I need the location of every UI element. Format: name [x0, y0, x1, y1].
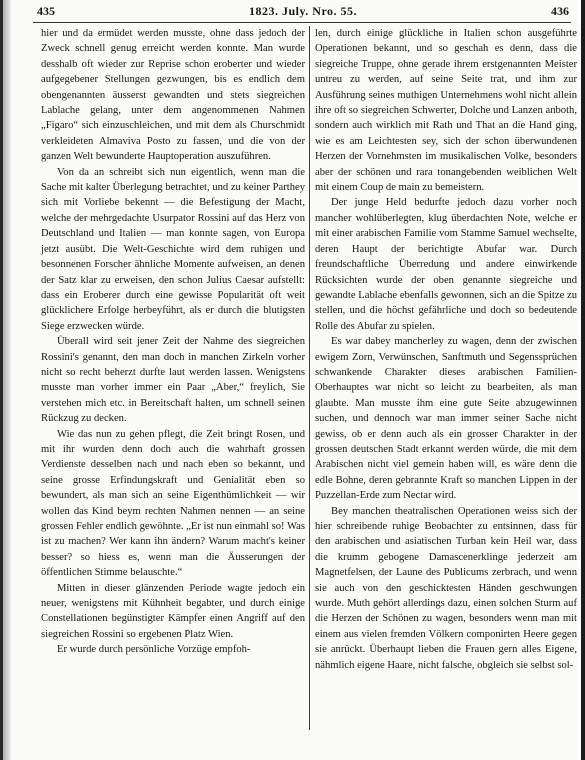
paragraph: hier und da ermüdet werden musste, ohne dass jedoch der Zweck schnell genug erreicht werden konnte. Man wurde desshalb oft wieder zur Reprise schon eroberter und wieder aufgegebener Stellungen gezwungen, bis es endlich dem obengenannten äusserst gewandten und stets siegreichen Lablache gelang, unter dem angenommenen Nahmen „Figaro“ sich einzuschleichen, und mit dem als Churschmidt verkleideten Almaviva Posto zu fassen, und die von der ganzen Welt bewunderte Hauptoperation auszuführen.	[41, 28, 305, 163]
paragraph: Der junge Held bedurfte jedoch dazu vorher noch mancher wohlüberlegten, klug überdachten Note, welche er mit einer arabischen Familie vom Stamme Samuel wechselte, deren Haupt der berichtigte Abufar war. Durch freundschaftliche Überredung und andere einwirkende Rücksichten wurde der oben genannte siegreiche und gewandte Lablache ebenfalls gewonnen, sich an die Spitze zu stellen, und die höchst gefährliche und doch so bedeutende Rolle des Abufar zu spielen.	[315, 197, 577, 332]
right-column	[315, 26, 577, 673]
page-header	[37, 4, 569, 22]
issue-title: 1823. July. Nro. 55.	[248, 4, 358, 18]
header-rule	[33, 22, 571, 23]
paragraph: Bey manchen theatralischen Operationen weiss sich der hier schreibende ruhige Beobachter zu entsinnen, dass für den arabischen und asiatischen Turban kein Heil war, dass die krumm gebogene Damascenerklinge jederzeit am Magnetfelsen, der Laune des Publicums zerbrach, und wenn sie auch von den geschicktesten Händen geschwungen wurde. Muth gehört allerdings dazu, einen solchen Sturm auf die Herzen der Schönen zu wagen, besonders wenn man mit einem aus vielen fremden Völkern componirten Heere gegen sie anrückt. Überhaupt lieben die Frauen gern alles Eigene, nähmlich eigene Haare, nicht falsche, obgleich sie selbst sol-	[315, 505, 577, 671]
column-divider	[309, 26, 310, 730]
paragraph: Wie das nun zu gehen pflegt, die Zeit bringt Rosen, und mit ihr wurden denn doch auch die wahrhaft grossen Verdienste desselben nach und nach eben so bekannt, und seine grosse Erfindungskraft und Genialität eben so bewundert, als man sich an seine Eigenthümlichkeit — wir wollen das Kind beym rechten Nahmen nennen — an seine grossen Fehler endlich gewöhnte. „Er ist nun einmahl so! Was ist zu machen? Wer kann ihn ändern? Warum macht's keiner besser? so hiess es, wenn man die Äusserungen der öffentlichen Stimme belauschte.“	[41, 428, 305, 579]
paragraph: Er wurde durch persönliche Vorzüge empfoh-	[57, 644, 251, 656]
paragraph: Es war dabey mancherley zu wagen, denn der zwischen ewigem Zorn, Verwünschen, Sanftmuth und Segenssprüchen schwankende Charakter dieses arabischen Familien-Oberhauptes war nicht so leicht zu bearbeiten, als man glaubte. Man musste ihm eine gute Seite abzugewinnen suchen, und dennoch war man immer seiner Sache nicht gewiss, ob er denn auch als ein grosser Charakter in der grossen deutschen Stadt erkannt werden würde, die mit dem Arabischen nicht viel gemein haben will, es wäre denn die edle Bohne, deren gebrannte Kraft so manchen Lippen in der Puzzellan-Erde zum Nectar wird.	[315, 336, 577, 502]
page-number-left: 435	[37, 4, 55, 18]
left-column	[41, 26, 305, 658]
binding-shadow	[3, 0, 11, 760]
paragraph: len, durch einige glückliche in Italien schon ausgeführte Operationen bekannt, und so geschah es denn, dass die siegreiche Truppe, ohne gerade ihrem erstgenannten Meister untreu zu werden, auf seine Seite trat, und ihm zur Ausführung seines muthigen Unternehmens wohl nicht allein ihre oft so siegreichen Schwerter, Dolche und Lanzen anboth, sondern auch wirklich mit Rath und That an die Hand ging, wie es am Leichtesten sey, sich der schon überwundenen Herzen der Vornehmsten im musikalischen Volke, besonders aber der schönen und rara tonangebenden weiblichen Welt mit einem Coup de main zu bemeistern.	[315, 28, 577, 194]
paragraph: Von da an schreibt sich nun eigentlich, wenn man die Sache mit kalter Überlegung betrachtet, und zu keiner Parthey sich mit Vorliebe bekennt — die Befestigung der Macht, welche der mehrgedachte Usurpator Rossini auf das Herz von Deutschland und Italien — man konnte sagen, von Europa jetzt ausübt. Die Welt-Geschichte wird dem ruhigen und besonnenen Forscher ähnliche Momente aufweisen, an denen der Satz klar zu erweisen, den schon Julius Caesar aufstellt: dass ein Eroberer durch eine gewisse Popularität oft weit glücklichere Erfolge herbeyführt, als er durch die blutigsten Siege erzwecken würde.	[41, 166, 305, 332]
paragraph: Überall wird seit jener Zeit der Nahme des siegreichen Rossini's genannt, den man doch in manchen Zirkeln vorher nicht so recht beherzt durfte laut werden lassen. Wenigstens musste man vorher immer ein Paar „Aber,“ freylich, Sie verstehen mich etc. in Bereitschaft halten, um schnell seinen Rückzug zu decken.	[41, 336, 305, 425]
page-number-right: 436	[551, 4, 569, 18]
paragraph: Mitten in dieser glänzenden Periode wagte jedoch ein neuer, wenigstens mit Kühnheit begabter, und durch einige Constellationen begünstigter Kämpfer einen Angriff auf den siegreichen Rossini so ergebenen Platz Wien.	[41, 582, 305, 640]
